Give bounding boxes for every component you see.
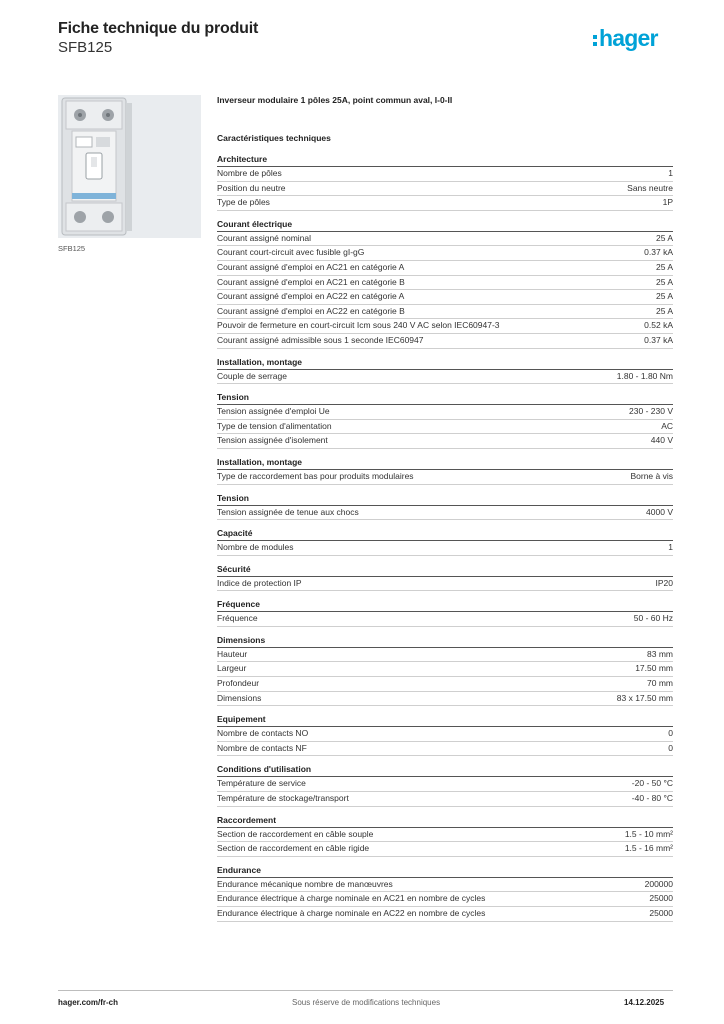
spec-value: -20 - 50 °C (631, 778, 673, 789)
spec-value: 1 (668, 542, 673, 553)
section-heading: Sécurité (217, 563, 673, 577)
spec-row (217, 878, 673, 893)
spec-row (217, 305, 673, 320)
spec-section (217, 814, 673, 857)
spec-row (217, 677, 673, 692)
section-heading: Architecture (217, 153, 673, 167)
spec-value: 25000 (649, 908, 673, 918)
logo-dots-icon (593, 35, 597, 46)
spec-section (217, 356, 673, 385)
spec-section (217, 763, 673, 806)
spec-label: Couple de serrage (217, 370, 287, 381)
spec-row (217, 828, 673, 843)
spec-row (217, 777, 673, 792)
spec-value: 4000 V (646, 506, 673, 517)
footer-notice: Sous réserve de modifications techniques (292, 998, 441, 1007)
spec-row (217, 276, 673, 291)
spec-value: 83 x 17.50 mm (616, 692, 673, 703)
spec-value: 1.5 - 10 mm² (624, 828, 673, 839)
spec-label: Courant assigné d'emploi en AC22 en catégorie A (217, 291, 405, 302)
spec-label: Tension assignée d'emploi Ue (217, 406, 330, 417)
section-heading: Tension (217, 492, 673, 506)
spec-section (217, 218, 673, 349)
spec-label: Tension assignée de tenue aux chocs (217, 506, 359, 517)
spec-label: Position du neutre (217, 182, 286, 193)
spec-value: 200000 (644, 878, 673, 889)
spec-row (217, 319, 673, 334)
spec-label: Courant assigné d'emploi en AC21 en catégorie A (217, 261, 405, 272)
spec-row (217, 892, 673, 907)
spec-label: Courant court-circuit avec fusible gI-gG (217, 247, 365, 258)
product-description: Inverseur modulaire 1 pôles 25A, point commun aval, I-0-II (217, 95, 453, 105)
section-heading: Conditions d'utilisation (217, 763, 673, 777)
spec-value: 230 - 230 V (629, 406, 673, 417)
spec-row (217, 541, 673, 556)
spec-section (217, 713, 673, 756)
spec-label: Type de tension d'alimentation (217, 420, 332, 431)
spec-row (217, 246, 673, 261)
spec-section (217, 634, 673, 706)
spec-section (217, 492, 673, 521)
spec-row (217, 405, 673, 420)
spec-label: Nombre de pôles (217, 168, 282, 178)
spec-value: 0 (668, 728, 673, 739)
spec-row (217, 907, 673, 922)
spec-value: 1 (668, 168, 673, 178)
spec-row (217, 506, 673, 521)
spec-value: 70 mm (647, 678, 673, 689)
spec-row (217, 662, 673, 677)
spec-label: Tension assignée d'isolement (217, 435, 328, 446)
spec-row (217, 420, 673, 435)
spec-label: Endurance électrique à charge nominale en AC21 en nombre de cycles (217, 893, 486, 904)
page-title: Fiche technique du produit (58, 20, 259, 37)
spec-row (217, 648, 673, 663)
spec-row (217, 612, 673, 627)
section-heading: Fréquence (217, 598, 673, 612)
spec-value: 25 A (655, 291, 673, 302)
section-heading: Endurance (217, 864, 673, 878)
spec-label: Température de stockage/transport (217, 793, 349, 804)
spec-value: 17.50 mm (635, 663, 673, 674)
spec-section (217, 598, 673, 627)
footer-divider (58, 990, 673, 991)
modular-changeover-switch-icon (58, 95, 201, 238)
product-code: SFB125 (58, 39, 113, 56)
spec-label: Endurance mécanique nombre de manœuvres (217, 878, 393, 889)
section-heading: Installation, montage (217, 456, 673, 470)
specs-title: Caractéristiques techniques (217, 133, 331, 143)
section-heading: Equipement (217, 713, 673, 727)
spec-section (217, 153, 673, 211)
spec-section (217, 563, 673, 592)
section-heading: Raccordement (217, 814, 673, 828)
spec-section (217, 864, 673, 922)
section-heading: Capacité (217, 527, 673, 541)
spec-label: Courant assigné d'emploi en AC21 en catégorie B (217, 276, 405, 287)
spec-value: 25 A (655, 276, 673, 287)
spec-value: 25000 (649, 893, 673, 904)
spec-label: Section de raccordement en câble souple (217, 828, 374, 839)
section-heading: Courant électrique (217, 218, 673, 232)
spec-label: Hauteur (217, 648, 248, 659)
spec-value: IP20 (655, 577, 673, 588)
spec-value: 83 mm (647, 648, 673, 659)
spec-value: 0 (668, 742, 673, 753)
spec-label: Dimensions (217, 692, 262, 703)
spec-label: Type de raccordement bas pour produits modulaires (217, 470, 414, 481)
footer-website[interactable]: hager.com/fr-ch (58, 998, 119, 1007)
logo-text: hager (599, 25, 658, 51)
spec-value: 440 V (650, 435, 673, 446)
spec-label: Fréquence (217, 613, 258, 624)
spec-row (217, 261, 673, 276)
spec-sections (217, 153, 673, 922)
spec-section (217, 527, 673, 556)
spec-row (217, 167, 673, 182)
spec-value: 1.5 - 16 mm² (624, 843, 673, 854)
spec-value: 50 - 60 Hz (633, 613, 673, 624)
spec-value: 0.37 kA (644, 247, 673, 258)
spec-row (217, 742, 673, 757)
spec-label: Température de service (217, 778, 306, 789)
spec-label: Type de pôles (217, 197, 270, 208)
spec-row (217, 290, 673, 305)
spec-label: Section de raccordement en câble rigide (217, 843, 370, 854)
spec-label: Endurance électrique à charge nominale en AC22 en nombre de cycles (217, 908, 486, 918)
spec-row (217, 842, 673, 857)
spec-row (217, 232, 673, 247)
section-heading: Dimensions (217, 634, 673, 648)
footer-date: 14.12.2025 (624, 998, 665, 1007)
spec-value: 0.52 kA (644, 320, 673, 331)
spec-value: AC (661, 420, 673, 431)
spec-label: Indice de protection IP (217, 577, 302, 588)
spec-label: Nombre de contacts NO (217, 728, 309, 739)
spec-value: Borne à vis (630, 470, 673, 481)
spec-value: 25 A (655, 232, 673, 243)
spec-row (217, 727, 673, 742)
spec-value: 25 A (655, 261, 673, 272)
spec-value: 0.37 kA (644, 334, 673, 345)
section-heading: Tension (217, 391, 673, 405)
spec-row (217, 470, 673, 485)
spec-section (217, 391, 673, 449)
section-heading: Installation, montage (217, 356, 673, 370)
spec-row (217, 577, 673, 592)
spec-label: Courant assigné nominal (217, 232, 312, 243)
spec-label: Profondeur (217, 678, 260, 689)
spec-label: Courant assigné admissible sous 1 seconde IEC60947 (217, 334, 424, 345)
spec-sheet (217, 94, 673, 929)
spec-row (217, 196, 673, 211)
spec-value: -40 - 80 °C (631, 793, 673, 804)
spec-label: Pouvoir de fermeture en court-circuit Icm sous 240 V AC selon IEC60947-3 (217, 320, 500, 331)
spec-label: Nombre de modules (217, 542, 294, 553)
hager-logo (593, 27, 658, 50)
spec-row (217, 692, 673, 707)
product-photo (58, 95, 201, 238)
spec-value: 1P (662, 197, 673, 208)
spec-label: Largeur (217, 663, 247, 674)
spec-label: Nombre de contacts NF (217, 742, 307, 753)
spec-section (217, 456, 673, 485)
spec-row (217, 334, 673, 349)
spec-row (217, 182, 673, 197)
spec-label: Courant assigné d'emploi en AC22 en catégorie B (217, 305, 405, 316)
spec-value: 1.80 - 1.80 Nm (616, 370, 673, 381)
spec-value: 25 A (655, 305, 673, 316)
spec-row (217, 792, 673, 807)
spec-row (217, 370, 673, 385)
photo-caption: SFB125 (58, 244, 86, 253)
spec-value: Sans neutre (627, 182, 673, 193)
spec-row (217, 434, 673, 449)
